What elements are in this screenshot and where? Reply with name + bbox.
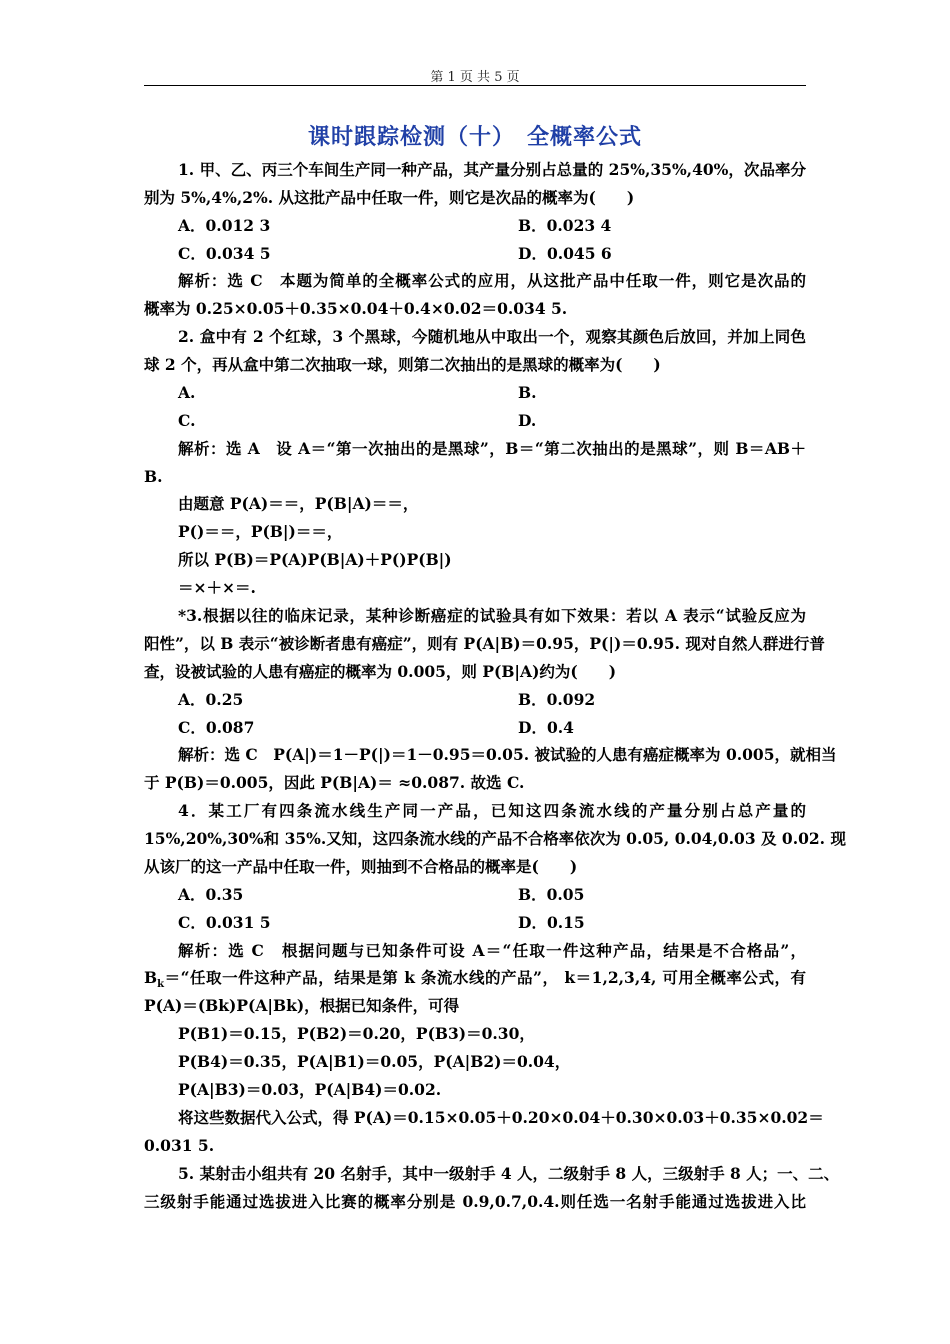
q4-option-c: C．0.031 5 <box>178 913 271 932</box>
q4-solution-line5: P(B4)＝0.35，P(A|B1)＝0.05，P(A|B2)＝0.04， <box>178 1052 571 1071</box>
q3-option-c: C．0.087 <box>178 718 255 737</box>
q4-b-symbol: B <box>144 968 158 987</box>
q4-b-subscript: k <box>157 979 165 991</box>
q2-solution-line5: 所以 P(B)＝P(A)P(B|A)＋P()P(B|) <box>178 550 452 569</box>
q2-solution-line2: B. <box>144 467 163 486</box>
q3-stem-line2: 阳性”，以 B 表示“被诊断者患有癌症”，则有 P(A|B)＝0.95，P(|)＝0.95. 现对自然人群进行普 <box>144 634 825 653</box>
q4-solution-line2 <box>144 968 806 995</box>
q1-solution-line1: 解析：选 C 本题为简单的全概率公式的应用，从这批产品中任取一件，则它是次品的 <box>178 271 806 290</box>
q3-stem-line3: 查，设被试验的人患有癌症的概率为 0.005，则 P(B|A)约为( ) <box>144 662 617 681</box>
q2-solution-line1: 解析：选 A 设 A＝“第一次抽出的是黑球”，B＝“第二次抽出的是黑球”，则 B＝AB＋ <box>178 439 806 458</box>
q2-option-d: D. <box>518 411 537 430</box>
document-title: 课时跟踪检测（十） 全概率公式 <box>307 124 642 150</box>
q4-option-d: D．0.15 <box>518 913 585 932</box>
q2-solution-line3: 由题意 P(A)＝＝，P(B|A)＝＝， <box>178 494 419 513</box>
q1-option-a: A．0.012 3 <box>178 216 271 235</box>
q2-stem-line1: 2. 盒中有 2 个红球，3 个黑球，今随机地从中取出一个，观察其颜色后放回，并加上同色 <box>178 327 806 346</box>
q3-solution-line1: 解析：选 C P(A|)＝1－P(|)＝1－0.95＝0.05. 被试验的人患有癌症概率为 0.005，就相当 <box>178 745 837 764</box>
q3-solution-line2: 于 P(B)＝0.005，因此 P(B|A)＝ ≈0.087. 故选 C. <box>144 773 525 792</box>
q4-solution-line4: P(B1)＝0.15，P(B2)＝0.20，P(B3)＝0.30， <box>178 1024 535 1043</box>
q4-stem-line2: 15%,20%,30%和 35%.又知，这四条流水线的产品不合格率依次为 0.05, 0.04,0.03 及 0.02. 现 <box>144 829 846 848</box>
q1-solution-line2: 概率为 0.25×0.05＋0.35×0.04＋0.4×0.02＝0.034 5. <box>144 299 568 318</box>
q4-stem-line3: 从该厂的这一产品中任取一件，则抽到不合格品的概率是( ) <box>144 857 578 876</box>
q2-solution-line4: P()＝＝，P(B|)＝＝， <box>178 522 343 541</box>
q2-stem-line2: 球 2 个，再从盒中第二次抽取一球，则第二次抽出的是黑球的概率为( ) <box>144 355 661 374</box>
q2-option-c: C. <box>178 411 196 430</box>
q4-option-b: B．0.05 <box>518 885 585 904</box>
q4-solution-line2-text: ＝“任取一件这种产品，结果是第 k 条流水线的产品”， k＝1,2,3,4, 可用全概率公式，有 <box>164 968 806 987</box>
page-header: 第 1 页 共 5 页 <box>430 70 520 85</box>
q4-option-a: A．0.35 <box>178 885 244 904</box>
q1-stem-line1: 1. 甲、乙、丙三个车间生产同一种产品，其产量分别占总量的 25%,35%,40%，次品率分 <box>178 160 806 179</box>
q3-option-d: D．0.4 <box>518 718 574 737</box>
q3-option-b: B．0.092 <box>518 690 596 709</box>
q4-solution-line8: 0.031 5. <box>144 1136 215 1155</box>
q4-solution-line7: 将这些数据代入公式，得 P(A)＝0.15×0.05＋0.20×0.04＋0.30×0.03＋0.35×0.02＝ <box>178 1108 824 1127</box>
q1-stem-line2: 别为 5%,4%,2%. 从这批产品中任取一件，则它是次品的概率为( ) <box>144 188 635 207</box>
q4-solution-line1: 解析：选 C 根据问题与已知条件可设 A＝“任取一件这种产品，结果是不合格品”， <box>178 941 806 960</box>
q2-option-a: A. <box>178 383 196 402</box>
q4-solution-line6: P(A|B3)＝0.03，P(A|B4)＝0.02. <box>178 1080 442 1099</box>
q3-option-a: A．0.25 <box>178 690 244 709</box>
q5-stem-line1: 5. 某射击小组共有 20 名射手，其中一级射手 4 人，二级射手 8 人，三级射手 8 人；一、二、 <box>178 1164 840 1183</box>
q3-stem-line1: *3.根据以往的临床记录，某种诊断癌症的试验具有如下效果：若以 A 表示“试验反应为 <box>178 606 806 625</box>
q1-option-d: D．0.045 6 <box>518 244 612 263</box>
header-divider <box>144 85 806 86</box>
q2-solution-line6: ＝×＋×＝. <box>178 578 256 597</box>
q2-option-b: B. <box>518 383 537 402</box>
q1-option-b: B．0.023 4 <box>518 216 612 235</box>
q5-stem-line2: 三级射手能通过选拔进入比赛的概率分别是 0.9,0.7,0.4.则任选一名射手能通过选拔进入比 <box>144 1192 806 1211</box>
q1-option-c: C．0.034 5 <box>178 244 271 263</box>
q4-solution-line3: P(A)＝(Bk)P(A|Bk)，根据已知条件，可得 <box>144 996 460 1015</box>
q4-stem-line1: 4．某工厂有四条流水线生产同一产品，已知这四条流水线的产量分别占总产量的 <box>178 801 806 820</box>
